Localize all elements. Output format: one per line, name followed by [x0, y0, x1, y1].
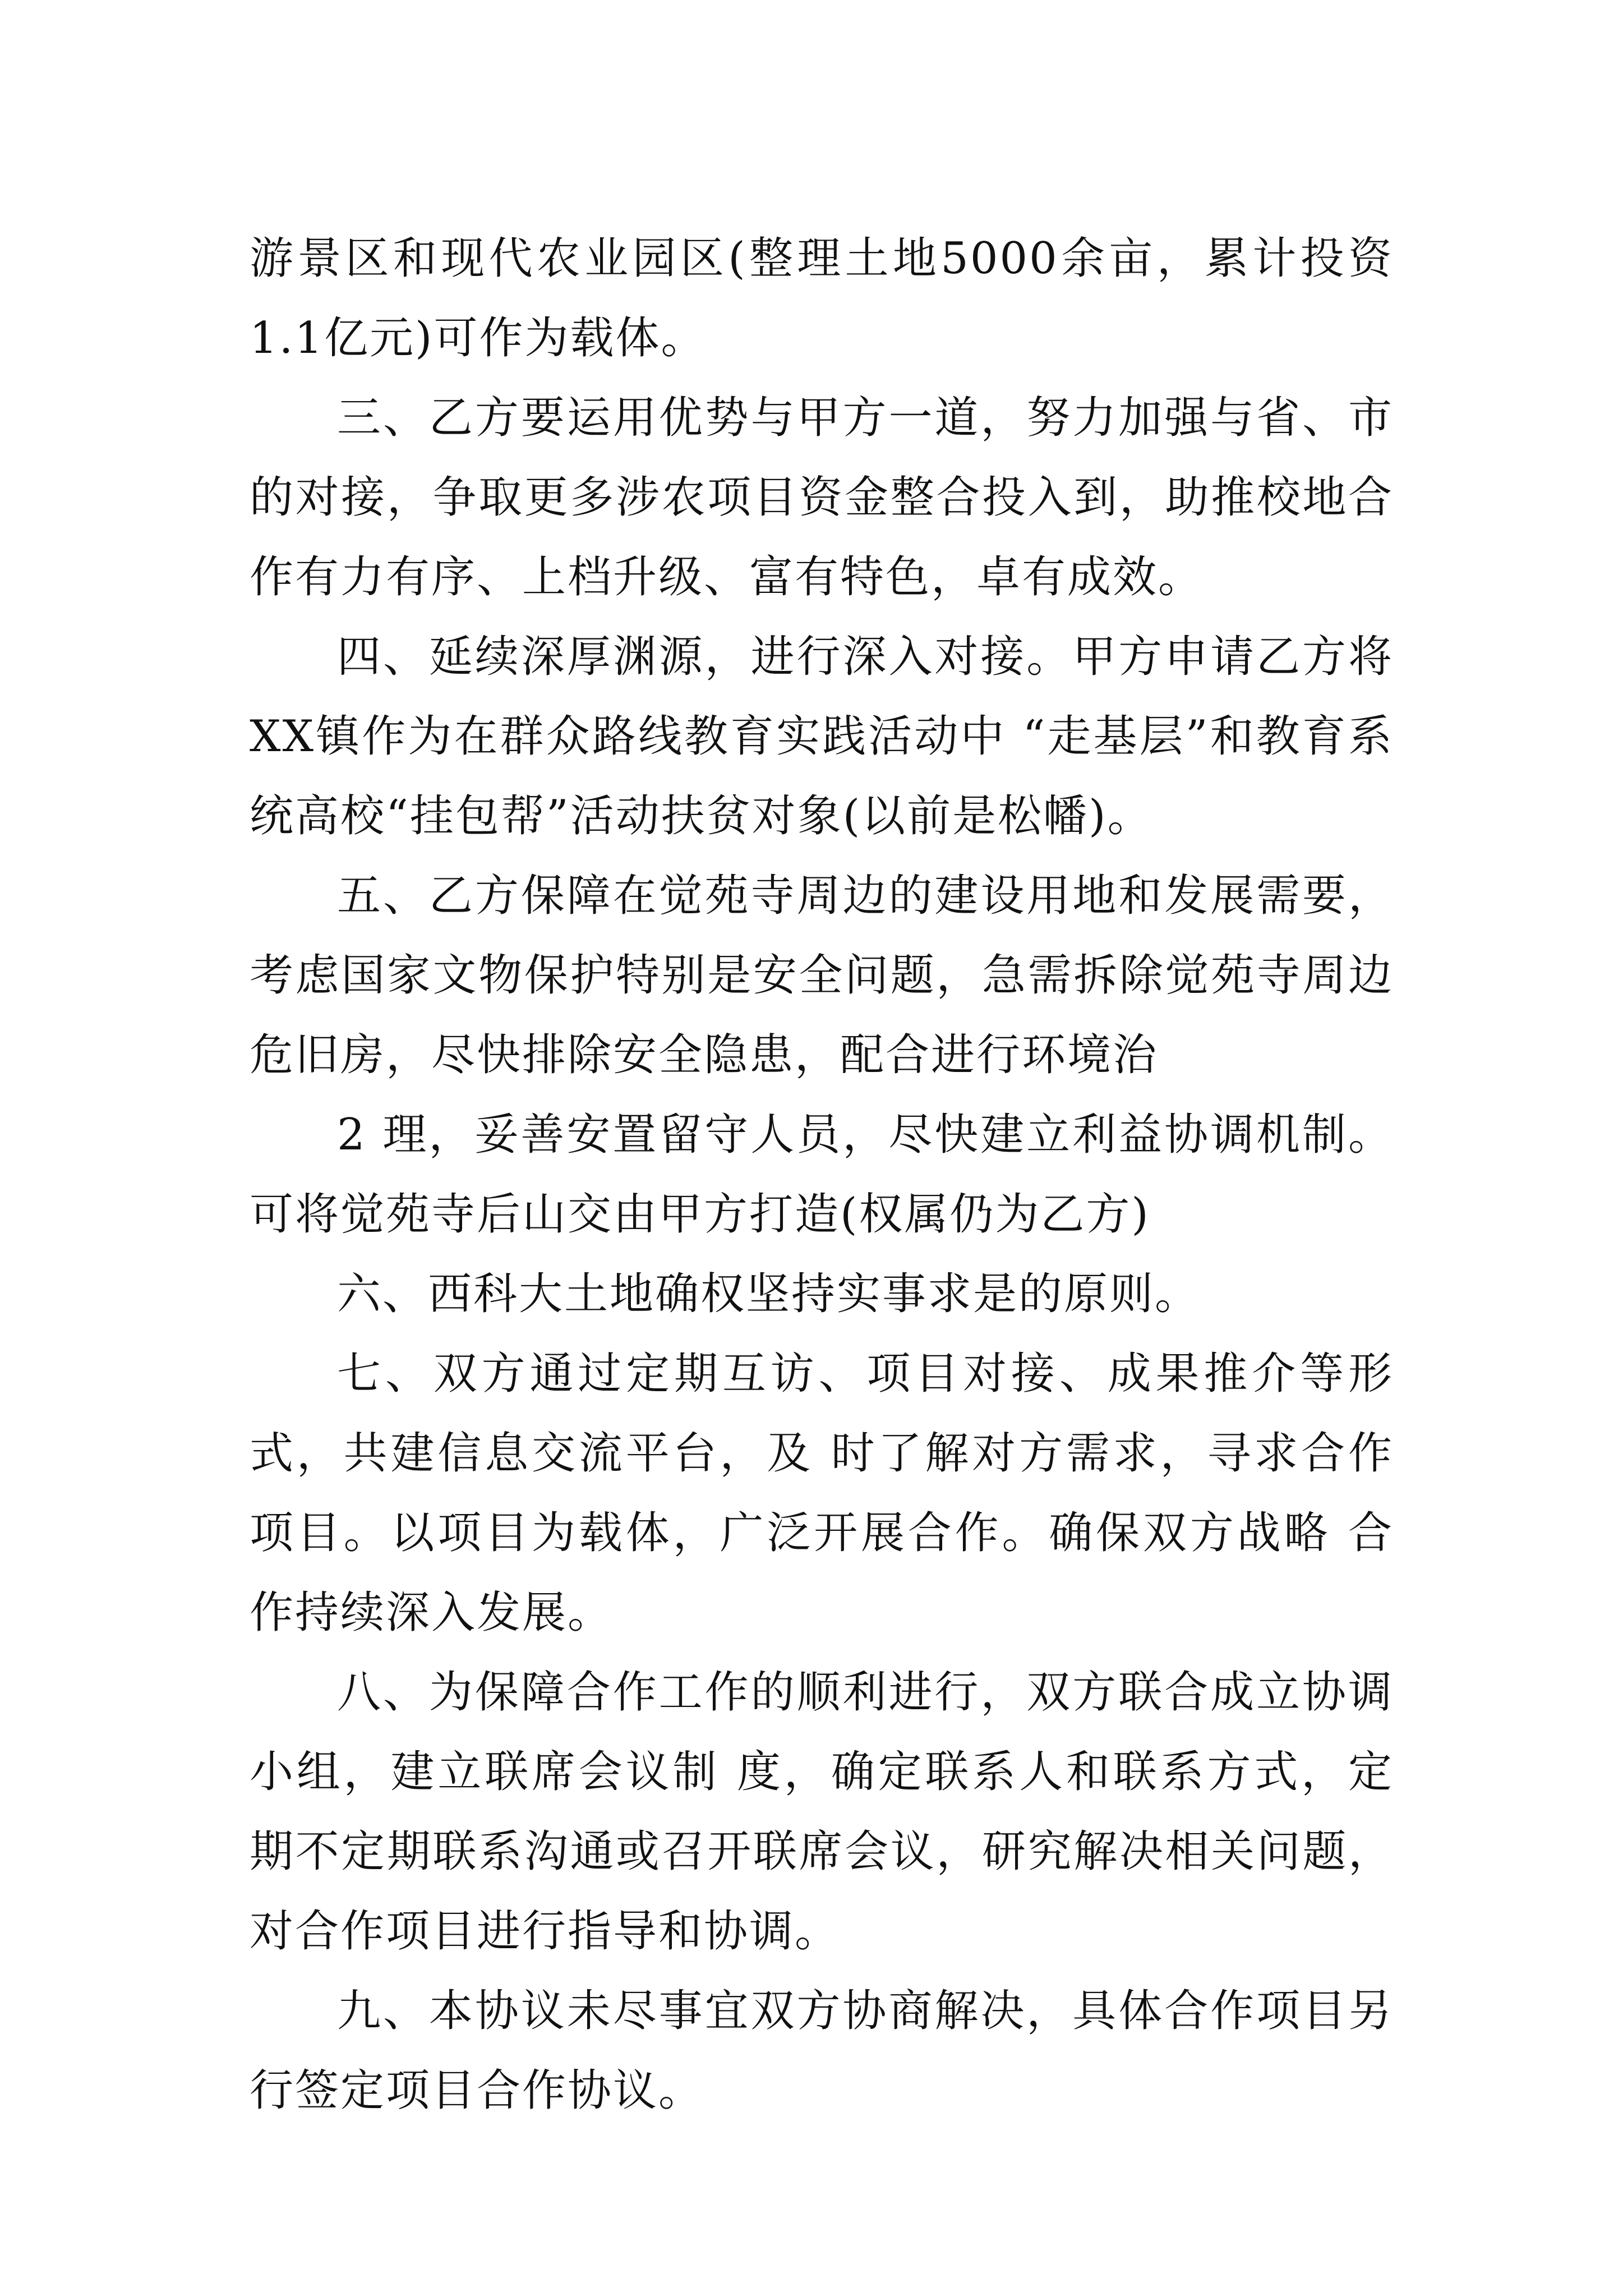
paragraph-item-5-continued: 2 理，妥善安置留守人员，尽快建立利益协调机制。可将觉苑寺后山交由甲方打造(权属仍为乙方) — [250, 1110, 1394, 1240]
paragraph-item-9: 九、本协议未尽事宜双方协商解决，具体合作项目另行签定项目合作协议。 — [250, 1986, 1394, 2116]
paragraph-item-4: 四、延续深厚渊源，进行深入对接。甲方申请乙方将XX镇作为在群众路线教育实践活动中 “走基层”和教育系统高校“挂包帮”活动扶贫对象(以前是松幡)。 — [250, 632, 1394, 841]
paragraph-item-7: 七、双方通过定期互访、项目对接、成果推介等形式，共建信息交流平台，及 时了解对方需求，寻求合作项目。以项目为载体，广泛开展合作。确保双方战略 合作持续深入发展。 — [250, 1349, 1394, 1638]
paragraph-item-5: 五、乙方保障在觉苑寺周边的建设用地和发展需要，考虑国家文物保护特别是安全问题，急需拆除觉苑寺周边危旧房，尽快排除安全隐患，配合进行环境治 — [250, 871, 1394, 1080]
body-text — [250, 219, 1394, 2131]
paragraph-item-3: 三、乙方要运用优势与甲方一道，努力加强与省、市的对接，争取更多涉农项目资金整合投入到，助推校地合作有力有序、上档升级、富有特色，卓有成效。 — [250, 393, 1394, 602]
paragraph-item-8: 八、为保障合作工作的顺利进行，双方联合成立协调小组，建立联席会议制 度，确定联系人和联系方式，定期不定期联系沟通或召开联席会议，研究解决相关问题，对合作项目进行指导和协调。 — [250, 1667, 1394, 1957]
paragraph-item-6: 六、西科大土地确权坚持实事求是的原则。 — [337, 1269, 1201, 1319]
paragraph-carrier: 游景区和现代农业园区(整理土地5000余亩，累计投资1.1亿元)可作为载体。 — [250, 233, 1394, 364]
